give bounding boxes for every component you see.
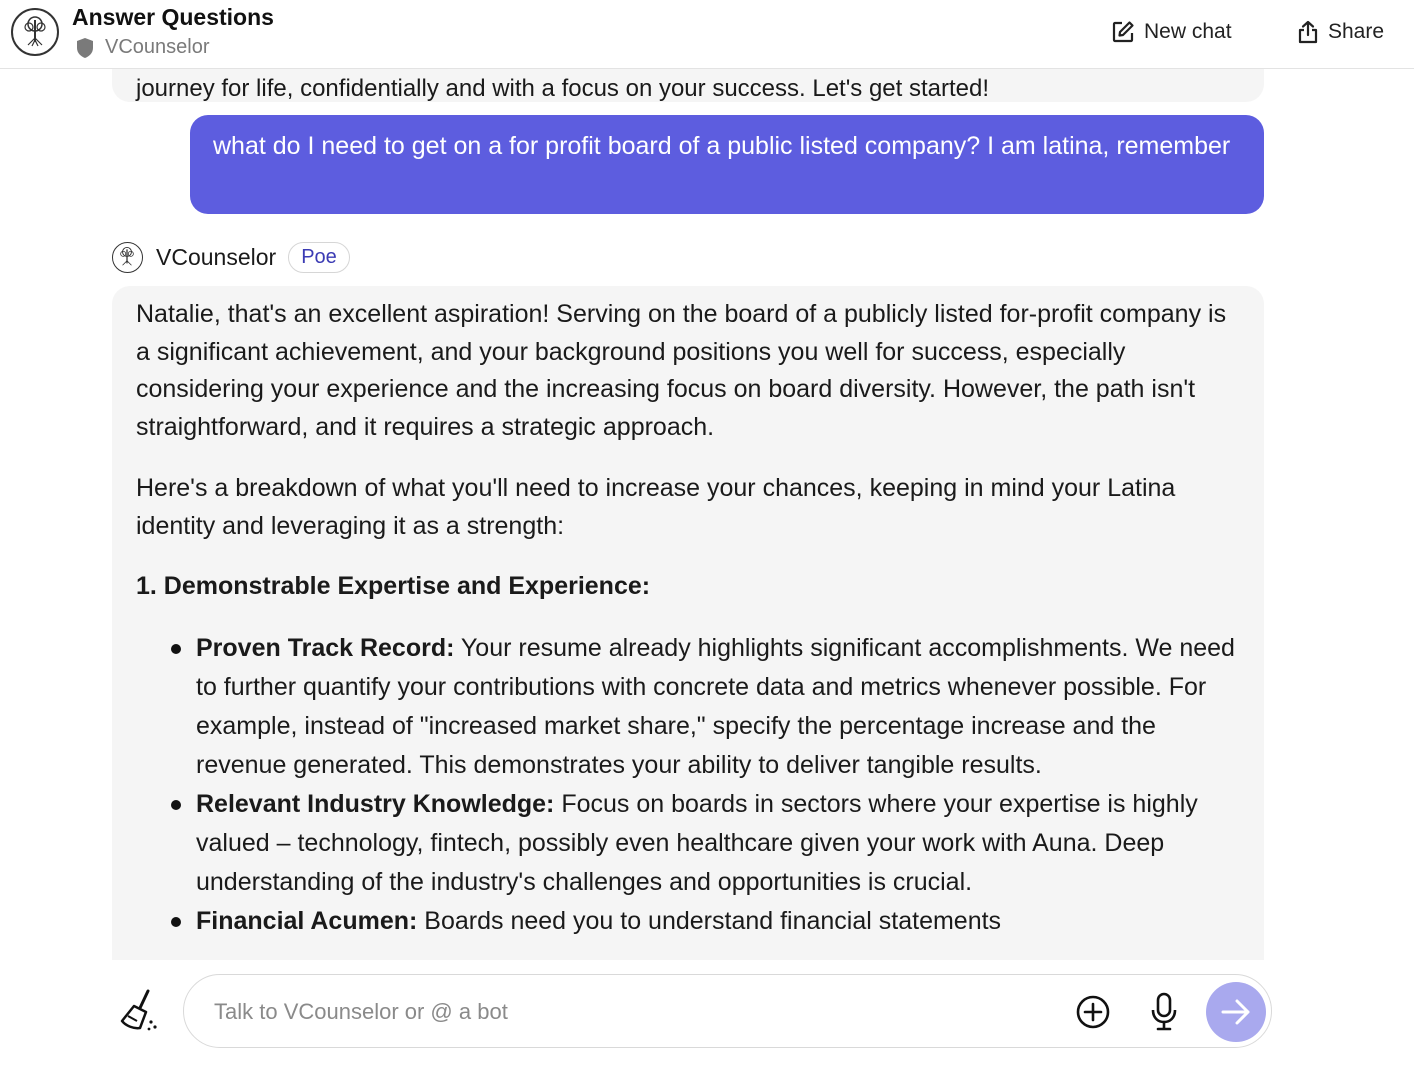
bullet-title: Relevant Industry Knowledge: [196,790,555,819]
bot-subtitle[interactable] [75,36,210,59]
bot-response [112,286,1264,960]
list-item [196,629,1240,785]
bot-subtitle-label: VCounselor [105,36,210,58]
bullet-title: Financial Acumen: [196,907,418,936]
chat-thread[interactable] [0,69,1414,960]
new-chat-icon [1111,20,1135,44]
response-paragraph-2: Here's a breakdown of what you'll need to increase your chances, keeping in mind your Latina identity and leveraging it as a strength: [136,473,1176,540]
bot-name[interactable]: VCounselor [156,243,277,270]
new-chat-label: New chat [1144,20,1232,43]
send-button[interactable] [1206,982,1266,1042]
share-icon [1297,20,1319,44]
bot-avatar[interactable] [112,242,143,273]
previous-message-text: journey for life, confidentially and with a focus on your success. Let's get started! [136,75,990,102]
bot-message-header [112,240,350,274]
previous-bot-message [112,69,1264,102]
new-chat-button[interactable] [1111,16,1232,48]
share-button[interactable] [1297,16,1384,48]
clear-context-button[interactable] [118,988,160,1032]
response-heading-1: 1. Demonstrable Expertise and Experience: [136,572,651,601]
chat-title: Answer Questions [72,4,274,30]
list-item [196,902,1240,941]
bullet-text: Your resume already highlights significant accomplishments. We need to further quantify your contributions with concrete data and metrics whenever possible. For example, instead of "increased market share," specify the percentage increase and the revenue generated. This demonstrates your ability to deliver tangible results. [196,634,1235,780]
message-composer [183,974,1272,1048]
microphone-icon [1150,992,1178,1032]
bullet-text: Boards need you to understand financial statements [417,907,1002,936]
bullet-title: Proven Track Record: [196,634,455,663]
message-input[interactable] [214,993,1054,1031]
attach-button[interactable] [1075,994,1111,1030]
arrow-right-icon [1221,999,1251,1025]
user-message: what do I need to get on a for profit board of a public listed company? I am latina, remember [190,115,1264,214]
list-item [196,785,1240,902]
shield-icon [75,37,95,59]
voice-input-button[interactable] [1150,992,1178,1032]
top-bar [0,0,1414,69]
broom-icon [118,988,160,1032]
share-label: Share [1328,20,1385,43]
response-paragraph-1: Natalie, that's an excellent aspiration! Serving on the board of a publicly listed for-profit company is a significant achievement, and your background positions you well for success, especially considering your experience and the increasing focus on board diversity. However, the path isn't straightforward, and it requires a strategic approach. [136,300,1227,442]
plus-circle-icon [1075,994,1111,1030]
response-bullet-list [136,629,1240,941]
vcounselor-logo-icon[interactable] [11,8,59,56]
bullet-text: Focus on boards in sectors where your expertise is highly valued – technology, fintech, possibly even healthcare given your work with Auna. Deep understanding of the industry's challenges and opportunities is crucial. [196,790,1198,897]
poe-badge: Poe [288,242,350,273]
